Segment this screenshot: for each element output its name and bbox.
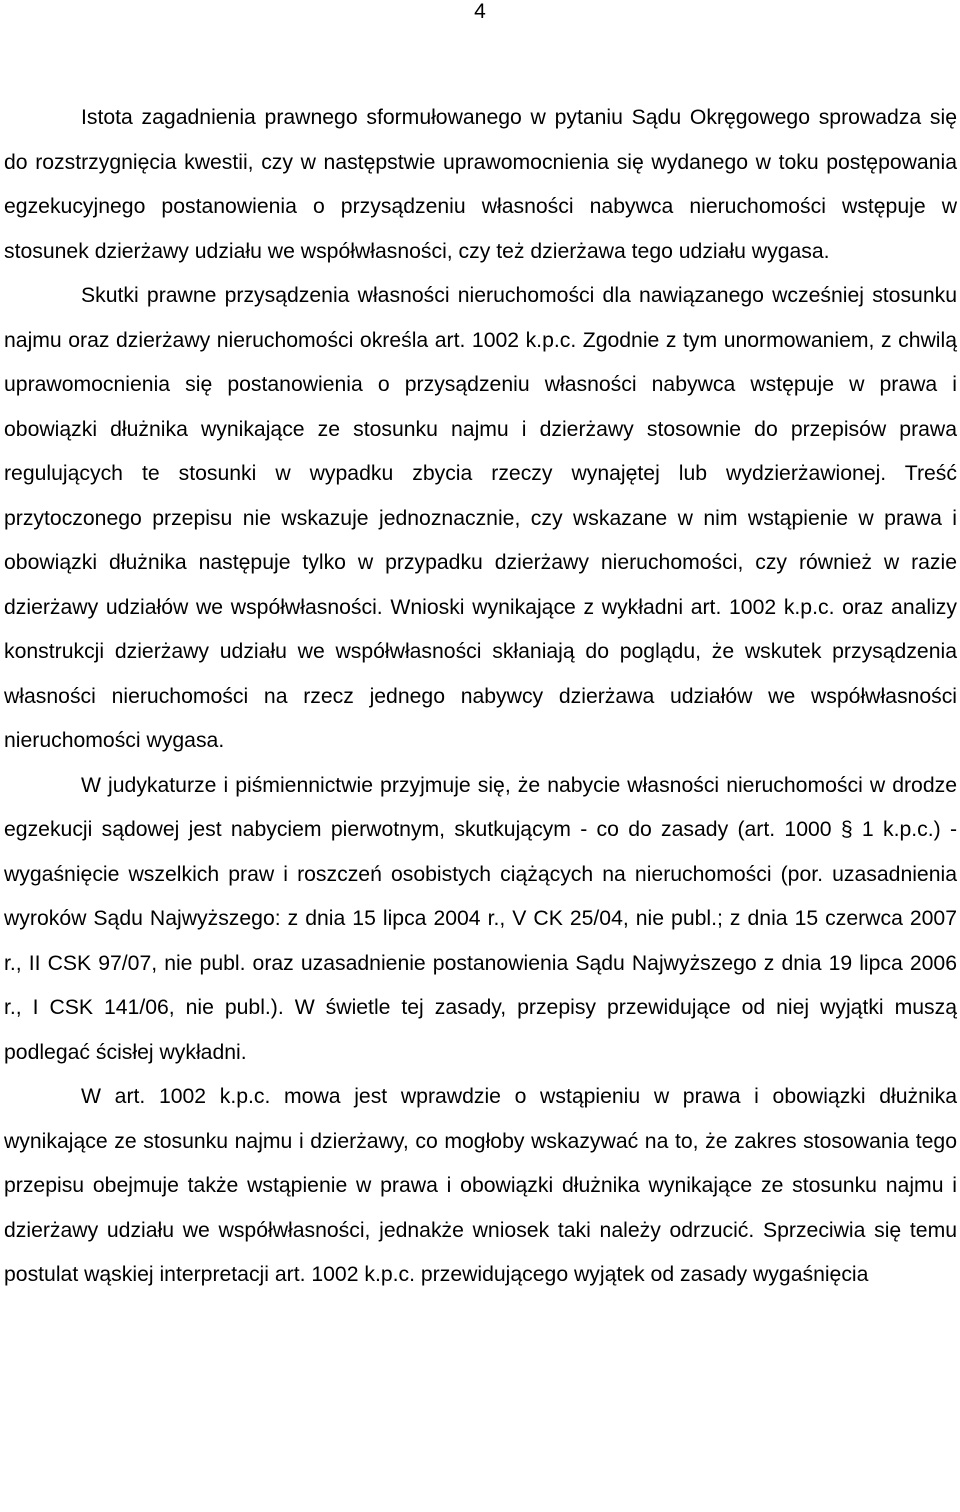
paragraph-case-law: W judykaturze i piśmiennictwie przyjmuje się, że nabycie własności nieruchomości w drodze egzekucji sądowej jest nabyciem pierwotnym, skutkującym - co do zasady (art. 1000 § 1 k.p.c.) - wygaśnięcie wszelkich praw i roszczeń osobistych ciążących na nieruchomości (por. uzasadnienia wyroków Sądu Najwyższego: z dnia 15 lipca 2004 r., V CK 25/04, nie publ.; z dnia 15 czerwca 2007 r., II CSK 97/07, nie publ. oraz uzasadnienie postanowienia Sądu Najwyższego z dnia 19 lipca 2006 r., I CSK 141/06, nie publ.). W świetle tej zasady, przepisy przewidujące od niej wyjątki muszą podlegać ścisłej wykładni. (4, 773, 957, 1064)
paragraph-legal-effects: Skutki prawne przysądzenia własności nieruchomości dla nawiązanego wcześniej stosunku najmu oraz dzierżawy nieruchomości określa art. 1002 k.p.c. Zgodnie z tym unormowaniem, z chwilą uprawomocnienia się postanowienia o przysądzeniu własności nabywca wstępuje w prawa i obowiązki dłużnika wynikające ze stosunku najmu i dzierżawy stosownie do przepisów prawa regulujących te stosunki w wypadku zbycia rzeczy wynajętej lub wydzierżawionej. Treść przytoczonego przepisu nie wskazuje jednoznacznie, czy wskazane w nim wstąpienie w prawa i obowiązki dłużnika następuje tylko w przypadku dzierżawy nieruchomości, czy również w razie dzierżawy udziałów we współwłasności. Wnioski wynikające z wykładni art. 1002 k.p.c. oraz analizy konstrukcji dzierżawy udziału we współwłasności skłaniają do poglądu, że wskutek przysądzenia własności nieruchomości na rzecz jednego nabywcy dzierżawa udziałów we współwłasności nieruchomości wygasa. (4, 284, 957, 752)
paragraph-art-1002: W art. 1002 k.p.c. mowa jest wprawdzie o wstąpieniu w prawa i obowiązki dłużnika wynikające ze stosunku najmu i dzierżawy, co mogłoby wskazywać na to, że zakres stosowania tego przepisu obejmuje także wstąpienie w prawa i obowiązki dłużnika wynikające ze stosunku najmu i dzierżawy udziału we współwłasności, jednakże wniosek taki należy odrzucić. Sprzeciwia się temu postulat wąskiej interpretacji art. 1002 k.p.c. przewidującego wyjątek od zasady wygaśnięcia (4, 1085, 957, 1286)
paragraph-legal-issue: Istota zagadnienia prawnego sformułowanego w pytaniu Sądu Okręgowego sprowadza się do rozstrzygnięcia kwestii, czy w następstwie uprawomocnienia się wydanego w toku postępowania egzekucyjnego postanowienia o przysądzeniu własności nabywca nieruchomości wstępuje w stosunek dzierżawy udziału we współwłasności, czy też dzierżawa tego udziału wygasa. (4, 106, 957, 263)
document-body (4, 96, 957, 1298)
page-number: 4 (474, 0, 486, 23)
